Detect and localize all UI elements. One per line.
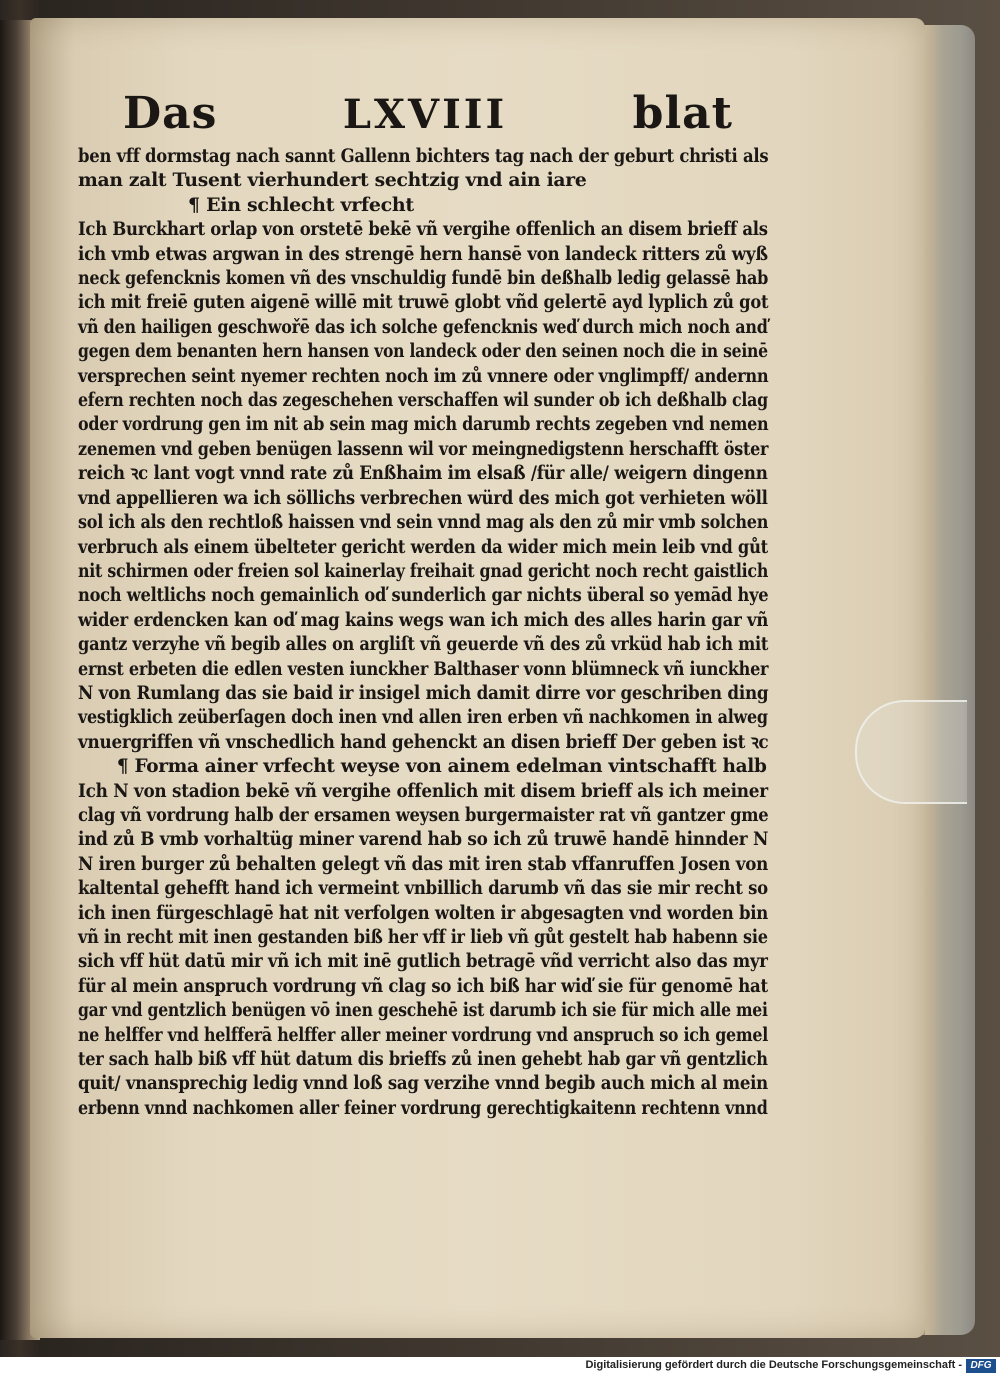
text-line: oder vordrung gen im nit ab sein mag mich darumb rechts zegeben vnd nemen <box>78 413 769 436</box>
text-line: Ich Burckhart orlap von orstetē bekē vñ vergihe offenlich an disem brieff als <box>78 218 768 241</box>
text-line: vñ in recht mit inen gestanden biß her vff ir lieb vñ gůt gestelt hab habenn sie <box>78 926 768 948</box>
text-line: ernst erbeten die edlen vesten iunckher Balthaser vonn blümneck vñ iunckher <box>78 657 769 680</box>
text-line: wider erdencken kan oď mag kains wegs wan ich mich des alles harin gar vñ <box>78 608 769 631</box>
text-line: reich ꝛc lant vogt vnnd rate zů Enßhaim im elsaß /für alle/ weigern dingenn <box>78 462 768 485</box>
footer-bar <box>0 1357 1000 1376</box>
text-line: zenemen vnd geben benügen lassenn wil vor meingnedigstenn herschafft öster <box>78 437 769 460</box>
text-line: vestigklich zeüberſagen doch inen vnd allen iren erben vñ nachkomen in alweg <box>78 706 768 729</box>
text-block <box>78 88 778 1120</box>
header-left: Das <box>123 88 218 139</box>
running-header <box>123 88 733 144</box>
text-line: N iren burger zů behalten gelegt vñ das mit iren stab vffanruffen Josen von <box>78 852 769 875</box>
text-line: ich mit freiē guten aigenē willē mit truwē globt vñd gelertē ayd lyplich zů got <box>78 291 769 314</box>
text-line: gegen dem benanten hern hansen von landeck oder den seinen noch die in seinē <box>78 340 768 363</box>
text-line: ind zů B vmb vorhaltüg miner varend hab so ich zů truwē handē hinnder N <box>78 828 769 851</box>
text-line: N von Rumlang das sie baid ir insigel mich damit dirre vor geschriben ding <box>78 681 769 704</box>
text-line: noch weltlichs noch gemainlich oď sunderlich gar nichts überal so yemād hye <box>78 584 769 607</box>
text-line: erbenn vnnd nachkomen aller feiner vordrung gerechtigkaitenn rechtenn vnnd <box>78 1096 768 1119</box>
text-lines <box>78 144 778 1120</box>
text-line: ich vmb etwas argwan in des strengē hern hansē von landeck ritters zů wyß <box>78 242 768 265</box>
text-line: kaltental gehefft hand ich vermeint vnbillich darumb vñ das sie mir recht so <box>78 877 768 900</box>
text-line: sol ich als den rechtloß haissen vnd sein vnnd mag als den zů mir vmb solchen <box>78 511 769 534</box>
text-line: vnuergriffen vñ vnschedlich hand gehenckt an disen brieff Der geben ist ꝛc <box>78 730 769 753</box>
funding-notice: Digitalisierung gefördert durch die Deutsche Forschungsgemeinschaft - <box>585 1359 962 1371</box>
text-line: ter sach halb biß vff hüt datum dis brieffs zů inen gehebt hab gar vñ gentzlich <box>78 1048 768 1071</box>
text-line: versprechen seint nyemer rechten noch im zů vnnere oder vnglimpff/ andernn <box>78 364 769 387</box>
text-line: clag vñ vordrung halb der ersamen weysen burgermaister rat vñ gantzer gme <box>78 803 769 826</box>
text-line: quit/ vnansprechig ledig vnnd loß sag verzihe vnnd begib auch mich al mein <box>78 1072 768 1095</box>
page-clip <box>855 700 967 804</box>
text-line: vnd appellieren wa ich söllichs verbrechen würd des mich got verhieten wöll <box>78 486 768 509</box>
text-line: man zalt Tusent vierhundert sechtzig vnd ain iare <box>78 169 587 192</box>
text-line: gantz verzyhe vñ begib alles on argliſt vñ geuerde vñ des zů vrküd hab ich mit <box>78 633 769 656</box>
text-line: sich vff hüt datū mir vñ ich mit inē gutlich betragē vñd verricht also das myr <box>78 950 768 973</box>
text-line: efern rechten noch das zegeschehen verschaffen wil sunder ob ich deßhalb clag <box>78 389 768 412</box>
text-line: vñ den hailigen geschwořē das ich solche gefencknis weď durch mich noch anď <box>78 315 768 338</box>
folio-number: LXVIII <box>342 91 508 138</box>
text-line: ¶ Ein schlecht vrfecht <box>188 193 414 216</box>
dfg-logo: DFG <box>966 1359 996 1373</box>
text-line: nit schirmen oder freien sol kainerlay freihait gnad gericht noch recht gaistlich <box>78 559 769 582</box>
header-right: blat <box>632 88 733 139</box>
text-line: ich inen fürgeschlagē hat nit verfolgen wolten ir abgesagten vnd worden bin <box>78 901 769 924</box>
text-line: gar vnd gentzlich benügen vō inen geschehē ist darumb ich sie für mich alle mei <box>78 999 768 1022</box>
text-line: verbruch als einem übelteter gericht werden da wider mich mein leib vnd gůt <box>78 535 768 558</box>
text-line: für al mein anspruch vordrung vñ clag so ich biß har wiď sie für genomē hat <box>78 974 768 997</box>
text-line: ne helffer vnd helfferā helffer aller meiner vordrung vnd anspruch so ich gemel <box>78 1023 769 1046</box>
text-line: neck gefencknis komen vñ des vnschuldig fundē bin deßhalb ledig gelassē hab <box>78 267 769 290</box>
text-line: Ich N von stadion bekē vñ vergihe offenlich mit disem brieff als ich meiner <box>78 779 768 802</box>
text-line: ¶ Forma ainer vrfecht weyse von ainem edelman vintschafft halb <box>116 755 767 778</box>
text-line: ben vff dormstag nach sannt Gallenn bichters tag nach der geburt christi als <box>78 145 769 167</box>
